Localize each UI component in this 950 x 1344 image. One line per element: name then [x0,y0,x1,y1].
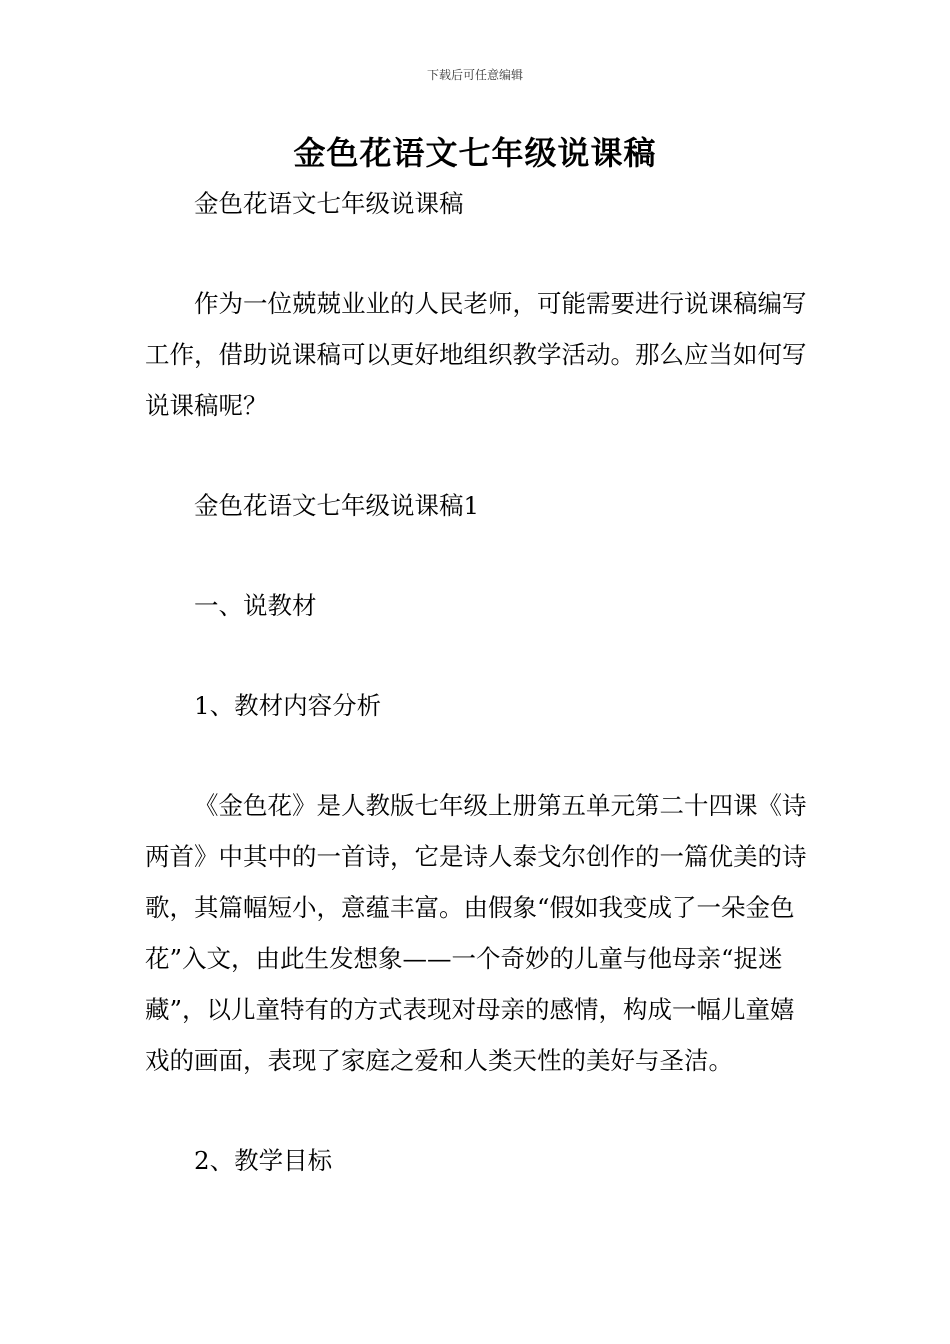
subheading-teaching-goals: 2、教学目标 [194,1146,333,1175]
page-header-note: 下载后可任意编辑 [426,68,523,82]
section-heading-textbook: 一、说教材 [194,591,317,620]
section-heading-1: 金色花语文七年级说课稿1 [194,491,480,520]
subheading-content-analysis: 1、教材内容分析 [194,691,382,720]
subtitle-paragraph: 金色花语文七年级说课稿 [194,189,464,218]
document-title: 金色花语文七年级说课稿 [293,134,657,172]
document-body [145,178,810,1186]
intro-paragraph: 作为一位兢兢业业的人民老师，可能需要进行说课稿编写工作，借助说课稿可以更好地组织教学活动。那么应当如何写说课稿呢？ [145,289,807,420]
content-analysis-paragraph: 《金色花》是人教版七年级上册第五单元第二十四课《诗两首》中其中的一首诗，它是诗人泰戈尔创作的一篇优美的诗歌，其篇幅短小，意蕴丰富。由假象“假如我变成了一朵金色花”入文，由此生发想象——一个奇妙的儿童与他母亲“捉迷藏”，以儿童特有的方式表现对母亲的感情，构成一幅儿童嬉戏的画面，表现了家庭之爱和人类天性的美好与圣洁。 [145,791,807,1075]
